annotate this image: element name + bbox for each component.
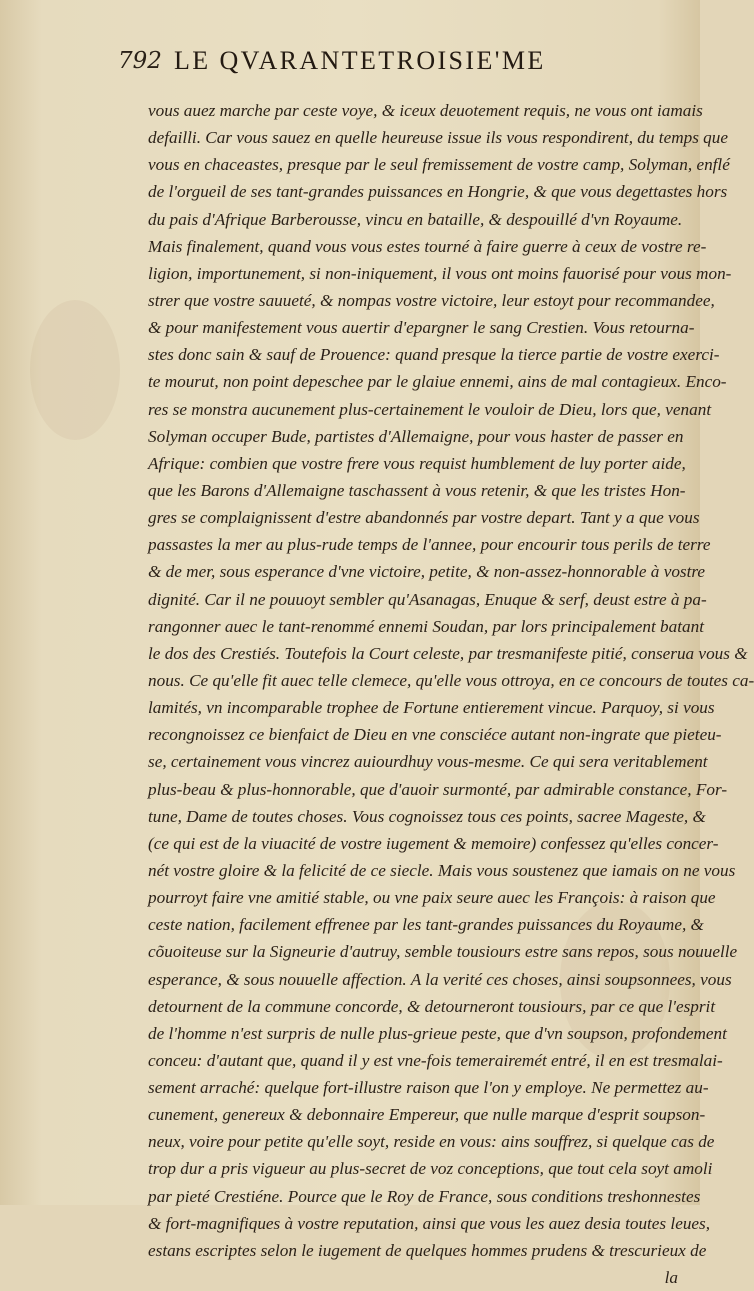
running-head: LE QVARANTETROISIE'ME <box>174 46 546 75</box>
text-line: (ce qui est de la viuacité de vostre iugement & memoire) confessez qu'elles concer- <box>148 833 719 853</box>
text-line: gres se complaignissent d'estre abandonnés par vostre depart. Tant y a que vous <box>148 508 700 528</box>
text-line: que les Barons d'Allemaigne taschassent à vous retenir, & que les tristes Hon- <box>148 480 686 500</box>
text-line: du pais d'Afrique Barberousse, vincu en bataille, & despouillé d'vn Royaume. <box>148 209 683 229</box>
text-line: neux, voire pour petite qu'elle soyt, reside en vous: ains souffrez, si quelque cas de <box>148 1132 715 1152</box>
text-line: cõuoiteuse sur la Signeurie d'autruy, semble tousiours estre sans repos, sous nouuelle <box>148 942 738 962</box>
page-number: 792 <box>118 48 162 74</box>
text-line: vous en chaceastes, presque par le seul fremissement de vostre camp, Solyman, enflé <box>148 155 730 175</box>
text-line: trop dur a pris vigueur au plus-secret de voz conceptions, que tout cela soyt amoli <box>148 1159 713 1179</box>
text-line: cunement, genereux & debonnaire Empereur, que nulle marque d'esprit soupson- <box>148 1105 706 1125</box>
text-line: nous. Ce qu'elle fit auec telle clemece, qu'elle vous ottroya, en ce concours de toutes ca- <box>148 670 754 690</box>
text-line: sement arraché: quelque fort-illustre raison que l'on y employe. Ne permettez au- <box>148 1078 709 1098</box>
text-line: detournent de la commune concorde, & detourneront tousiours, par ce que l'esprit <box>148 996 716 1016</box>
page-header <box>118 44 678 84</box>
text-line: de l'homme n'est surpris de nulle plus-grieue peste, que d'vn soupson, profondement <box>148 1023 727 1043</box>
text-line: rangonner auec le tant-renommé ennemi Soudan, par lors principalement batant <box>148 616 704 636</box>
text-line: estans escriptes selon le iugement de quelques hommes prudens & trescurieux de <box>148 1240 707 1260</box>
text-line: plus-beau & plus-honnorable, que d'auoir surmonté, par admirable constance, For- <box>148 779 728 799</box>
text-line: res se monstra aucunement plus-certainement le vouloir de Dieu, lors que, venant <box>148 399 712 419</box>
text-line: par pieté Crestiéne. Pource que le Roy de France, sous conditions treshonnestes <box>148 1186 701 1206</box>
text-line: recongnoissez ce bienfaict de Dieu en vne consciéce autant non-ingrate que pieteu- <box>148 725 722 745</box>
text-line: passastes la mer au plus-rude temps de l'annee, pour encourir tous perils de terre <box>148 535 711 555</box>
text-line: esperance, & sous nouuelle affection. A la verité ces choses, ainsi soupsonnees, vous <box>148 969 732 989</box>
text-line: se, certainement vous vincrez auiourdhuy vous-mesme. Ce qui sera veritablement <box>148 752 708 772</box>
text-line: de l'orgueil de ses tant-grandes puissances en Hongrie, & que vous degettastes hors <box>148 182 728 202</box>
paper-stain <box>30 300 120 440</box>
text-line: vous auez marche par ceste voye, & iceux deuotement requis, ne vous ont iamais <box>148 101 703 120</box>
text-line: & pour manifestement vous auertir d'epargner le sang Crestien. Vous retourna- <box>148 318 695 338</box>
text-line: nét vostre gloire & la felicité de ce siecle. Mais vous soustenez que iamais on ne vous <box>148 860 736 880</box>
text-line: lamités, vn incomparable trophee de Fortune entierement vincue. Parquoy, si vous <box>148 698 715 718</box>
body-text <box>148 97 754 1291</box>
text-line: & de mer, sous esperance d'vne victoire, petite, & non-assez-honnorable à vostre <box>148 562 706 582</box>
text-line: conceu: d'autant que, quand il y est vne-fois temerairemét entré, il en est tresmalai- <box>148 1050 723 1070</box>
text-line: defailli. Car vous sauez en quelle heureuse issue ils vous respondirent, du temps que <box>148 128 729 148</box>
text-line: tune, Dame de toutes choses. Vous cognoissez tous ces points, sacree Mageste, & <box>148 806 706 826</box>
text-line: te mourut, non point depeschee par le glaiue ennemi, ains de mal contagieux. Enco- <box>148 372 727 392</box>
text-line: Solyman occuper Bude, partistes d'Allemaigne, pour vous haster de passer en <box>148 426 684 446</box>
text-line: le dos des Crestiés. Toutefois la Court celeste, par tresmanifeste pitié, conserua vous & <box>148 643 748 663</box>
text-line: ceste nation, facilement effrenee par les tant-grandes puissances du Royaume, & <box>148 915 704 935</box>
text-line: stes donc sain & sauf de Prouence: quand presque la tierce partie de vostre exerci- <box>148 345 720 365</box>
text-line: dignité. Car il ne pouuoyt sembler qu'Asanagas, Enuque & serf, deust estre à pa- <box>148 589 707 609</box>
text-line: strer que vostre sauueté, & nompas vostre victoire, leur estoyt pour recommandee, <box>148 290 715 310</box>
text-line: Mais finalement, quand vous vous estes tourné à faire guerre à ceux de vostre re- <box>148 236 707 256</box>
text-line: pourroyt faire vne amitié stable, ou vne paix seure auec les François: à raison que <box>148 888 716 908</box>
text-line: ligion, importunement, si non-iniquement, il vous ont moins fauorisé pour vous mon- <box>148 263 732 283</box>
text-line: Afrique: combien que vostre frere vous requist humblement de luy porter aide, <box>148 453 686 473</box>
catchword: la <box>664 1268 678 1288</box>
text-line: & fort-magnifiques à vostre reputation, ainsi que vous les auez desia toutes leues, <box>148 1213 711 1233</box>
